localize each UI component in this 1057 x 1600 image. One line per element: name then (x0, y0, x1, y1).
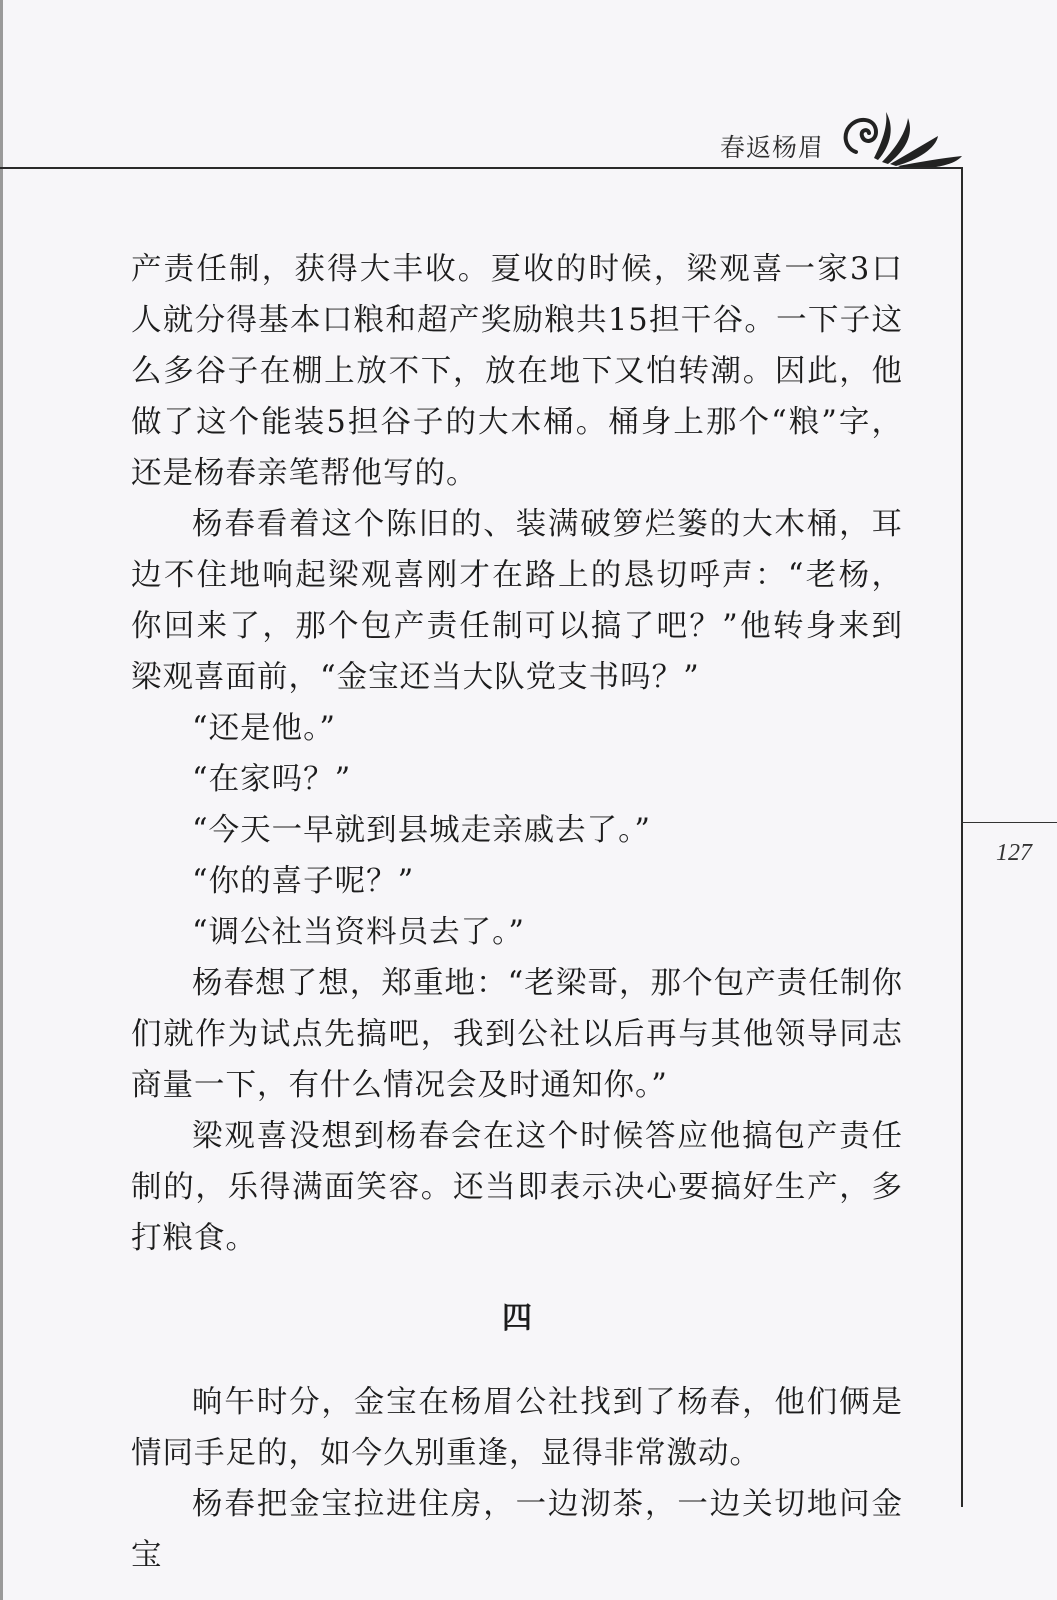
page-number-rule (961, 822, 1057, 823)
paragraph-4: 梁观喜没想到杨春会在这个时候答应他搞包产责任制的，乐得满面笑容。还当即表示决心要搞好生产，多打粮食。 (131, 1119, 903, 1256)
swirl-leaf-ornament-icon (842, 108, 967, 170)
dialogue-line-3: “今天一早就到县城走亲戚去了。” (192, 813, 651, 848)
dialogue-line-5: “调公社当资料员去了。” (192, 915, 525, 950)
paragraph-1: 产责任制，获得大丰收。夏收的时候，梁观喜一家3口人就分得基本口粮和超产奖励粮共15担干谷。一下子这么多谷子在棚上放不下，放在地下又怕转潮。因此，他做了这个能装5担谷子的大木桶。桶身上那个“粮”字，还是杨春亲笔帮他写的。 (131, 252, 903, 491)
body-text (131, 244, 903, 1581)
section-heading: 四 (502, 1301, 532, 1336)
paragraph-5: 晌午时分，金宝在杨眉公社找到了杨春，他们俩是情同手足的，如今久别重逢，显得非常激动。 (131, 1385, 903, 1471)
paragraph-2: 杨春看着这个陈旧的、装满破箩烂篓的大木桶，耳边不住地响起梁观喜刚才在路上的恳切呼声：“老杨，你回来了，那个包产责任制可以搞了吧？”他转身来到梁观喜面前，“金宝还当大队党支书吗？” (131, 507, 903, 695)
running-header-title: 春返杨眉 (720, 133, 825, 162)
dialogue-line-1: “还是他。” (192, 711, 336, 746)
paragraph-3: 杨春想了想，郑重地：“老梁哥，那个包产责任制你们就作为试点先搞吧，我到公社以后再与其他领导同志商量一下，有什么情况会及时通知你。” (131, 966, 903, 1103)
header-rule (0, 167, 963, 169)
page-number: 127 (996, 840, 1032, 866)
paragraph-6: 杨春把金宝拉进住房，一边沏茶，一边关切地问金宝 (131, 1487, 903, 1573)
frame-right-rule (961, 167, 963, 1507)
dialogue-line-2: “在家吗？” (192, 762, 352, 797)
page-edge (0, 0, 3, 1600)
dialogue-line-4: “你的喜子呢？” (192, 864, 415, 899)
